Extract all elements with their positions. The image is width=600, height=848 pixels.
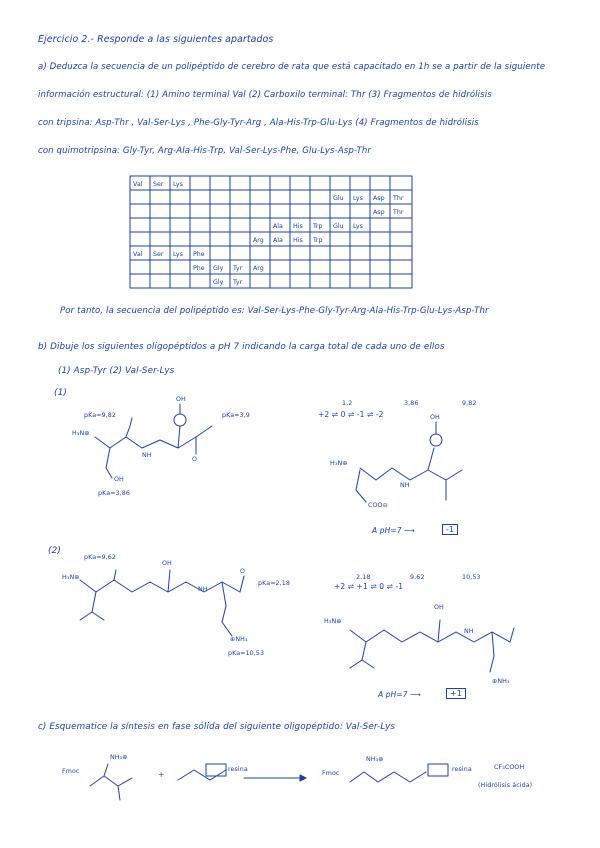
s2-o: O <box>240 568 246 575</box>
cell-1: Val <box>133 181 143 188</box>
s2-right-side: ⊕NH₃ <box>492 678 510 685</box>
s1-right-nh3: H₃N⊕ <box>330 460 348 467</box>
c-nh3: NH₃⊕ <box>110 754 128 761</box>
s2-right-nh3: H₃N⊕ <box>324 618 342 625</box>
c-fmoc: Fmoc <box>62 768 80 775</box>
cell-27: Gly <box>213 279 224 286</box>
cell-8: Asp <box>373 209 385 216</box>
synthesis-drawing <box>90 764 448 800</box>
cell-19: Val <box>133 251 143 258</box>
s2-eq-pk1: 2,18 <box>356 574 371 581</box>
exercise-header: Ejercicio 2.- Responde a las siguientes apartados <box>38 34 274 45</box>
part-a-line2: información estructural: (1) Amino terminal Val (2) Carboxilo terminal: Thr (3) Fragmentos de hidrólisis <box>38 90 492 100</box>
c-resina: resina <box>228 766 248 773</box>
s2-side-nh3: ⊕NH₃ <box>230 636 248 643</box>
s1-nh: NH <box>142 452 152 459</box>
c-product-nh3: NH₃⊕ <box>366 756 384 763</box>
c-product-resina: resina <box>452 766 472 773</box>
s2-oh: OH <box>162 560 172 567</box>
cell-12: Trp <box>313 223 323 230</box>
cell-6: Asp <box>373 195 385 202</box>
cell-23: Phe <box>193 265 205 272</box>
part-a-line3: con tripsina: Asp-Thr , Val-Ser-Lys , Phe-Gly-Tyr-Arg , Ala-His-Trp-Glu-Lys (4) Fragmentos de hidrólisis <box>38 118 479 128</box>
s1-right-coo: COO⊖ <box>368 502 388 509</box>
s1-eq-pk1: 1,2 <box>342 400 353 407</box>
cell-25: Tyr <box>233 265 243 272</box>
cell-16: Ala <box>273 237 283 244</box>
s1-pka-bottom: pKa=3,86 <box>98 490 130 497</box>
cell-22: Phe <box>193 251 205 258</box>
asp-tyr-structure-right <box>356 422 462 502</box>
c-reagent-note: (Hidrólisis ácida) <box>478 782 533 789</box>
s1-eq-pk2: 3,86 <box>404 400 419 407</box>
cell-7: Thr <box>393 195 404 202</box>
s2-pka-top: pKa=9,62 <box>84 554 116 561</box>
s2-result-label: A pH=7 ⟶ <box>378 690 421 699</box>
val-ser-lys-structure <box>80 570 244 636</box>
cell-11: His <box>293 223 303 230</box>
s1-pka-top: pKa=9,82 <box>84 412 116 419</box>
part-c-title: c) Esquematice la síntesis en fase sólida del siguiente oligopéptido: Val-Ser-Lys <box>38 722 396 732</box>
cell-15: Arg <box>253 237 264 244</box>
cell-5: Lys <box>353 195 363 202</box>
cell-13: Glu <box>333 223 344 230</box>
cell-14: Lys <box>353 223 363 230</box>
cell-17: His <box>293 237 303 244</box>
s1-label: (1) <box>54 388 68 398</box>
s1-oh-top: OH <box>176 396 186 403</box>
s1-equilibrium: +2 ⇌ 0 ⇌ -1 ⇌ -2 <box>318 410 384 419</box>
s1-result-value: -1 <box>442 524 458 535</box>
s2-result-value: +1 <box>446 688 466 699</box>
cell-4: Glu <box>333 195 344 202</box>
s2-right-oh: OH <box>434 604 444 611</box>
part-a-line1: a) Deduzca la secuencia de un polipéptido de cerebro de rata que está capacitado en 1h se a partir de la siguiente <box>38 62 546 72</box>
s2-nh: NH <box>198 586 208 593</box>
s1-pka-right: pKa=3,9 <box>222 412 250 419</box>
s1-result-label: A pH=7 ⟶ <box>372 526 415 535</box>
cell-26: Arg <box>253 265 264 272</box>
s2-right-nh: NH <box>464 628 474 635</box>
part-b-items: (1) Asp-Tyr (2) Val-Ser-Lys <box>58 366 175 376</box>
cell-3: Lys <box>173 181 183 188</box>
s1-nh3: H₃N⊕ <box>72 430 90 437</box>
cell-9: Thr <box>393 209 404 216</box>
s2-equilibrium: +2 ⇌ +1 ⇌ 0 ⇌ -1 <box>334 582 404 591</box>
part-a-line4: con quimotripsina: Gly-Tyr, Arg-Ala-His-Trp, Val-Ser-Lys-Phe, Glu-Lys-Asp-Thr <box>38 146 372 156</box>
s2-nh3: H₃N⊕ <box>62 574 80 581</box>
s2-pka-right: pKa=2,18 <box>258 580 290 587</box>
s1-eq-pk3: 9,82 <box>462 400 477 407</box>
c-plus: + <box>158 770 165 779</box>
s2-eq-pk2: 9,62 <box>410 574 425 581</box>
cell-20: Ser <box>153 251 164 258</box>
s1-oh-side: OH <box>114 476 124 483</box>
cell-24: Gly <box>213 265 224 272</box>
s1-right-oh: OH <box>430 414 440 421</box>
cell-28: Tyr <box>233 279 243 286</box>
cell-18: Trp <box>313 237 323 244</box>
s1-o: O <box>192 456 198 463</box>
cell-10: Ala <box>273 223 283 230</box>
s2-label: (2) <box>48 546 62 556</box>
part-a-conclusion: Por tanto, la secuencia del polipéptido es: Val-Ser-Lys-Phe-Gly-Tyr-Arg-Ala-His-Trp-Glu-Lys-Asp-Thr <box>60 306 489 316</box>
c-product-fmoc: Fmoc <box>322 770 340 777</box>
val-ser-lys-structure-right <box>350 620 514 672</box>
cell-21: Lys <box>173 251 183 258</box>
part-b-title: b) Dibuje los siguientes oligopéptidos a pH 7 indicando la carga total de cada uno de ellos <box>38 342 445 352</box>
s2-pka-bottom: pKa=10,53 <box>228 650 265 657</box>
c-reagent: CF₃COOH <box>494 764 525 771</box>
s1-right-nh: NH <box>400 482 410 489</box>
s2-eq-pk3: 10,53 <box>462 574 481 581</box>
cell-2: Ser <box>153 181 164 188</box>
